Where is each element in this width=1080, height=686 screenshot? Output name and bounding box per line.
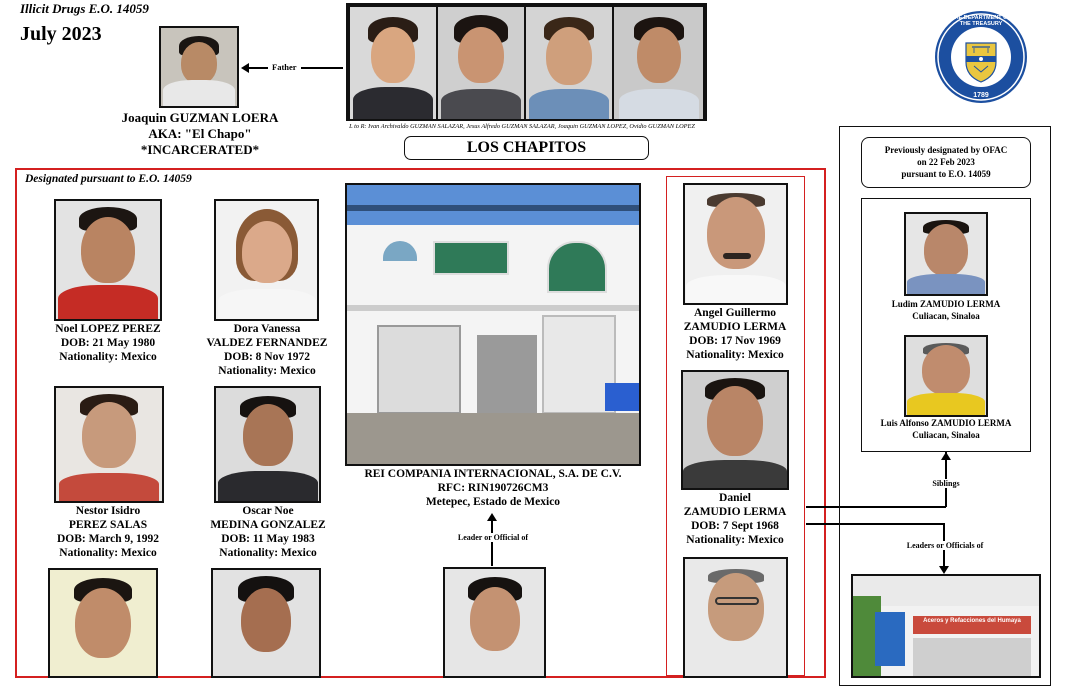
person-oscar-last-name: MEDINA GONZALEZ [210,519,326,531]
person-oscar-first-name: Oscar Noe [242,505,294,517]
brother-photo-3 [526,7,612,119]
previous-title-line2: on 22 Feb 2023 [917,157,975,167]
person-daniel-dob: DOB: 7 Sept 1968 [691,520,779,532]
person-noel-dob: DOB: 21 May 1980 [60,337,156,349]
person-luis-alfonso-name: Luis Alfonso ZAMUDIO LERMA [880,418,1012,428]
person-angel-first-name: Angel Guillermo [693,307,777,319]
person-nestor-dob: DOB: March 9, 1992 [56,533,159,545]
previous-title-line3: pursuant to E.O. 14059 [901,169,991,179]
program-label: Illicit Drugs E.O. 14059 [20,1,149,16]
leaders-label: Leaders or Officials of [880,541,1010,550]
person-dora-last-name: VALDEZ FERNANDEZ [206,337,328,349]
person-photo-dora [214,199,319,321]
brothers-caption: L to R: Ivan Archivaldo GUZMAN SALAZAR, Jesus Alfredo GUZMAN SALAZAR, Joaquin GUZMAN LOPEZ, Ovidio GUZMAN LOPEZ [349,123,695,130]
person-photo-row3-middle [211,568,321,678]
person-oscar-dob: DOB: 11 May 1983 [221,533,315,545]
store-photo [851,574,1041,678]
person-nestor-last-name: PEREZ SALAS [68,519,148,531]
company-location: Metepec, Estado de Mexico [425,496,561,508]
report-date: July 2023 [20,23,102,45]
company-name: REI COMPANIA INTERNACIONAL, S.A. DE C.V. [364,468,622,480]
person-photo-oscar [214,386,321,503]
person-daniel-nationality: Nationality: Mexico [686,534,784,546]
father-aka: AKA: "El Chapo" [148,126,252,141]
los-chapitos-label: LOS CHAPITOS [404,136,649,160]
person-photo-row3-company [443,567,546,678]
person-noel-name: Noel LOPEZ PEREZ [55,323,161,335]
person-nestor-nationality: Nationality: Mexico [59,547,157,559]
person-ludim-place: Culiacan, Sinaloa [912,311,980,321]
person-photo-luis-alfonso [904,335,988,417]
company-building-photo [345,183,641,466]
person-luis-alfonso-place: Culiacan, Sinaloa [912,430,980,440]
father-status: *INCARCERATED* [140,142,260,157]
person-dora-dob: DOB: 8 Nov 1972 [224,351,310,363]
father-name: Joaquin GUZMAN LOERA [121,110,279,125]
company-rfc: RFC: RIN190726CM3 [437,482,549,494]
person-photo-ludim [904,212,988,296]
seal-ring-text: THE DEPARTMENT OF THE TREASURY [951,15,1011,27]
previous-designation-title [861,137,1031,188]
company-relation-label: Leader or Official of [445,533,541,542]
person-photo-row3-left [48,568,158,678]
siblings-label: Siblings [920,479,972,488]
brother-photo-1 [350,7,436,119]
person-angel-dob: DOB: 17 Nov 1969 [689,335,781,347]
brothers-photo-strip [346,3,707,121]
person-noel-nationality: Nationality: Mexico [59,351,157,363]
brother-photo-4 [614,7,703,119]
person-dora-first-name: Dora Vanessa [233,323,301,335]
person-daniel-last-name: ZAMUDIO LERMA [683,506,787,518]
brother-photo-2 [438,7,524,119]
person-photo-daniel [681,370,789,490]
store-sign-text: Aceros y Refacciones del Humaya [923,618,1021,624]
person-photo-zamudio-row3 [683,557,788,678]
person-angel-nationality: Nationality: Mexico [686,349,784,361]
person-daniel-first-name: Daniel [719,492,751,504]
father-photo [159,26,239,108]
previous-title-line1: Previously designated by OFAC [884,145,1008,155]
person-photo-angel [683,183,788,305]
person-nestor-first-name: Nestor Isidro [75,505,141,517]
person-angel-last-name: ZAMUDIO LERMA [683,321,787,333]
person-dora-nationality: Nationality: Mexico [218,365,316,377]
person-photo-noel [54,199,162,321]
seal-year: 1789 [973,92,989,99]
person-oscar-nationality: Nationality: Mexico [219,547,317,559]
designated-box-title: Designated pursuant to E.O. 14059 [25,173,192,185]
person-photo-nestor [54,386,164,503]
treasury-seal [934,10,1028,104]
person-ludim-name: Ludim ZAMUDIO LERMA [891,299,1001,309]
father-relation-label: Father [268,62,301,72]
